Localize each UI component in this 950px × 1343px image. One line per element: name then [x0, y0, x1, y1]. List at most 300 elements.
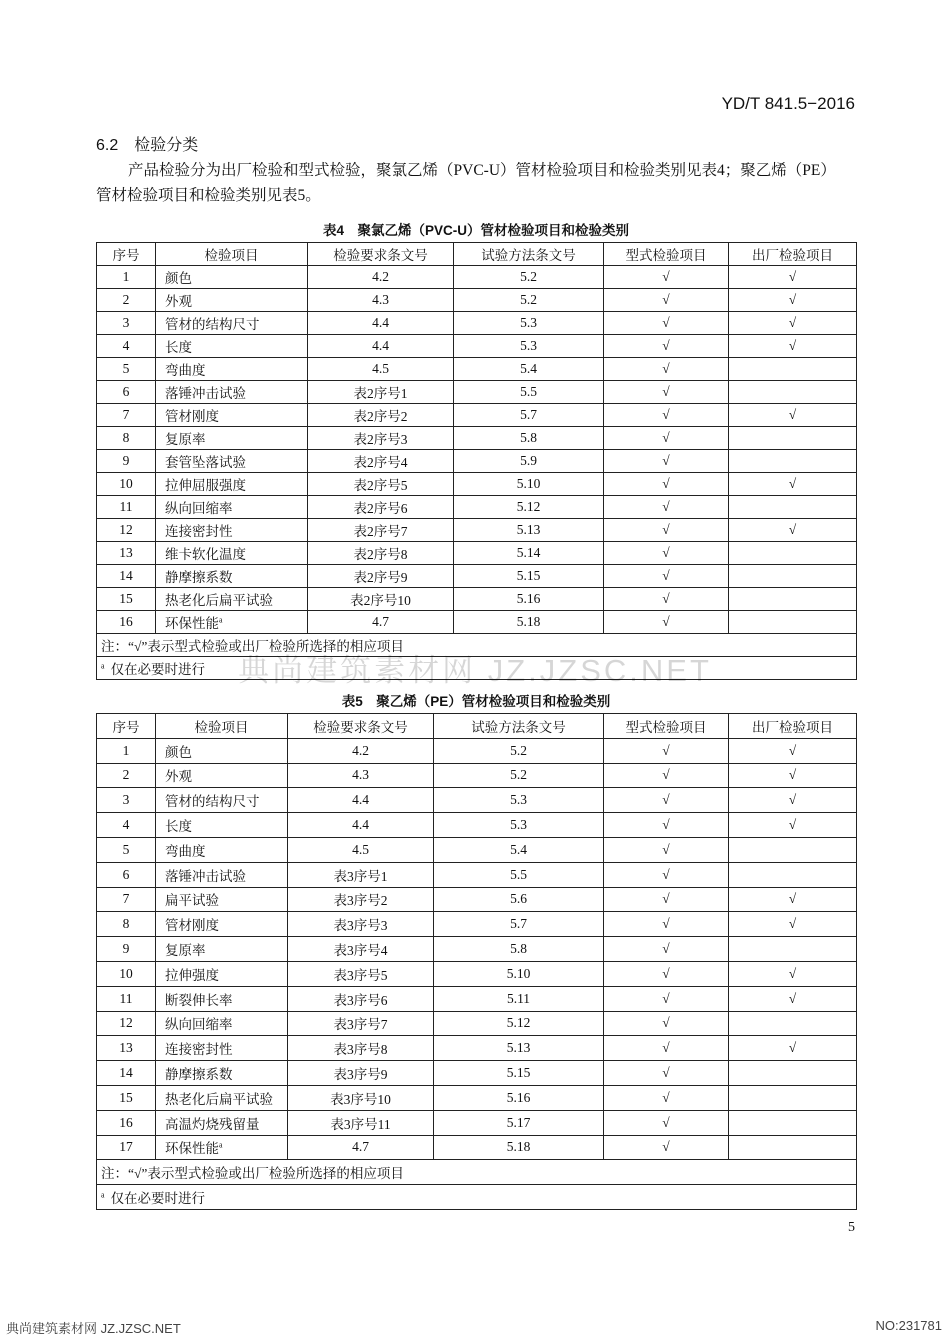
table-cell [308, 565, 454, 588]
cell-text: 管材刚度 [165, 409, 219, 424]
table-row [97, 312, 857, 335]
table-row [97, 473, 857, 496]
cell-text: 5.13 [506, 1040, 531, 1056]
table-cell [97, 519, 156, 542]
cell-text: 5.4 [510, 841, 527, 857]
column-header: 序号 [97, 714, 156, 739]
table-cell [97, 1085, 156, 1110]
cell-text: 表3序号4 [333, 943, 388, 959]
table-cell [97, 450, 156, 473]
table-cell [156, 862, 288, 887]
table-cell [729, 837, 857, 862]
table-row [97, 381, 857, 404]
table-cell [604, 473, 729, 496]
table-cell [156, 813, 288, 838]
footnote-marker: a [101, 1190, 105, 1200]
table-cell [454, 358, 604, 381]
table-cell [604, 1011, 729, 1036]
table-cell [156, 450, 308, 473]
table-cell [156, 427, 308, 450]
section-heading [96, 132, 198, 155]
table-cell [97, 611, 156, 634]
table-cell [729, 473, 857, 496]
cell-text: 5.12 [506, 1015, 531, 1031]
cell-text: 11 [119, 499, 133, 514]
cell-text: √ [788, 742, 797, 758]
cell-text: 纵向回缩率 [165, 1017, 233, 1033]
table-cell [604, 496, 729, 519]
cell-text: 管材的结构尺寸 [165, 317, 260, 332]
cell-text: √ [662, 891, 670, 907]
cell-text: 颜色 [165, 271, 192, 286]
cell-text: 复原率 [165, 432, 206, 447]
table-cell [97, 961, 156, 986]
section-paragraph [96, 158, 856, 208]
cell-text: 5 [122, 841, 130, 857]
table-cell [729, 813, 857, 838]
cell-text: 14 [119, 568, 133, 583]
cell-text: 4.2 [372, 269, 389, 284]
cell-text: 5.2 [510, 767, 527, 783]
table-cell [156, 473, 308, 496]
table-cell [308, 588, 454, 611]
cell-text: √ [662, 866, 670, 882]
cell-text: 5 [122, 361, 130, 376]
cell-text: 5.7 [520, 407, 537, 422]
cell-text: 5.5 [510, 866, 527, 882]
cell-text: 表3序号7 [333, 1017, 388, 1033]
table-cell [729, 788, 857, 813]
table-row [97, 788, 857, 813]
table-cell [288, 788, 434, 813]
table-cell [308, 335, 454, 358]
section-number: 6.2 [96, 137, 119, 154]
column-header: 型式检验项目 [604, 714, 729, 739]
cell-text: √ [662, 315, 670, 330]
cell-text: 5.16 [516, 591, 541, 606]
table-cell [288, 1061, 434, 1086]
cell-text: 4 [122, 338, 130, 353]
table-cell [97, 837, 156, 862]
table-cell [454, 427, 604, 450]
table-cell [156, 837, 288, 862]
cell-text: √ [662, 407, 670, 422]
cell-text: √ [662, 990, 670, 1006]
cell-text: 5.3 [510, 792, 527, 808]
cell-text: √ [788, 792, 797, 808]
cell-text: 5.16 [506, 1089, 531, 1105]
cell-text: 拉伸屈服强度 [165, 478, 246, 493]
table-cell [604, 961, 729, 986]
cell-text: 4.7 [352, 1139, 369, 1155]
table-cell [729, 1110, 857, 1135]
cell-text: 6 [122, 866, 130, 882]
cell-text: √ [788, 269, 797, 284]
table-cell [156, 937, 288, 962]
table-cell [308, 473, 454, 496]
cell-text: 13 [119, 545, 133, 560]
cell-text: √ [788, 522, 797, 537]
cell-text: 表2序号9 [353, 570, 408, 585]
table-cell [97, 862, 156, 887]
cell-text: 表3序号2 [333, 893, 388, 909]
table-row [97, 427, 857, 450]
cell-text: 表2序号1 [353, 386, 408, 401]
cell-text: 15 [119, 1089, 133, 1105]
paragraph-line-2: 管材检验项目和检验类别见表5。 [96, 187, 321, 204]
table-row [97, 837, 857, 862]
cell-text: 长度 [165, 340, 192, 355]
cell-text: 表3序号11 [330, 1116, 391, 1132]
table-cell [97, 1011, 156, 1036]
cell-text: 1 [122, 742, 130, 758]
cell-text: 4.3 [372, 292, 389, 307]
table-row [97, 1061, 857, 1086]
table-cell [156, 358, 308, 381]
cell-text: √ [662, 568, 670, 583]
header-row [97, 714, 857, 739]
table-cell [156, 519, 308, 542]
table-cell [97, 738, 156, 763]
column-header: 出厂检验项目 [729, 714, 857, 739]
cell-text: 外观 [165, 294, 192, 309]
table-row [97, 763, 857, 788]
cell-text: 长度 [165, 819, 192, 835]
cell-text: 连接密封性 [165, 524, 233, 539]
table-cell [604, 788, 729, 813]
table-cell [156, 1085, 288, 1110]
footer-site-name: 典尚建筑素材网 JZ.JZSC.NET [6, 1321, 181, 1336]
table-cell [604, 427, 729, 450]
table-footnote [97, 657, 857, 680]
cell-text: 表2序号3 [353, 432, 408, 447]
cell-text: √ [662, 941, 670, 957]
table-cell [454, 335, 604, 358]
table-row [97, 519, 857, 542]
table-cell [604, 813, 729, 838]
cell-text: 高温灼烧残留量 [165, 1116, 260, 1132]
table-cell [97, 788, 156, 813]
cell-text: √ [788, 817, 797, 833]
table-cell [434, 887, 604, 912]
cell-text: √ [662, 476, 670, 491]
cell-text: √ [662, 1065, 670, 1081]
table-cell [604, 289, 729, 312]
footnote-marker: a [101, 661, 105, 671]
table-cell [604, 1061, 729, 1086]
table-cell [729, 1036, 857, 1061]
table-row [97, 266, 857, 289]
table-cell [604, 1085, 729, 1110]
cell-text: √ [788, 891, 797, 907]
cell-text: 13 [119, 1040, 133, 1056]
cell-text: 5.15 [506, 1065, 531, 1081]
table-cell [97, 358, 156, 381]
table4-caption: 表4 聚氯乙烯（PVC-U）管材检验项目和检验类别 [322, 223, 629, 238]
table-cell [288, 986, 434, 1011]
cell-text: √ [788, 338, 797, 353]
table-cell [97, 565, 156, 588]
table-cell [308, 542, 454, 565]
table-cell [434, 788, 604, 813]
cell-text: 4.4 [352, 792, 369, 808]
note-row [97, 1185, 857, 1210]
table-cell [434, 912, 604, 937]
table-cell [434, 1036, 604, 1061]
table-cell [156, 404, 308, 427]
table-cell [434, 1085, 604, 1110]
note-row [97, 634, 857, 657]
table-cell [308, 427, 454, 450]
cell-text: √ [788, 315, 797, 330]
table-cell [454, 588, 604, 611]
table-cell [434, 986, 604, 1011]
table-row [97, 1036, 857, 1061]
table-cell [604, 542, 729, 565]
table-cell [604, 937, 729, 962]
table-cell [454, 565, 604, 588]
cell-text: 5.2 [520, 269, 537, 284]
table-cell [434, 1011, 604, 1036]
cell-text: √ [662, 499, 670, 514]
cell-text: 表3序号1 [333, 868, 388, 884]
table-cell [729, 912, 857, 937]
cell-text: 5.7 [510, 916, 527, 932]
cell-text: 7 [122, 891, 130, 907]
table-cell [729, 289, 857, 312]
cell-text: 5.5 [520, 384, 537, 399]
cell-text: 4.3 [352, 767, 369, 783]
table-row [97, 1011, 857, 1036]
table-cell [97, 335, 156, 358]
cell-text: 4.2 [352, 742, 369, 758]
table-cell [97, 312, 156, 335]
footnote-text: 仅在必要时进行 [110, 662, 206, 677]
cell-text: 环保性能 [165, 1141, 219, 1157]
cell-text: 5.10 [516, 476, 541, 491]
table-cell [288, 961, 434, 986]
table-cell [156, 381, 308, 404]
table-cell [288, 1135, 434, 1160]
table-cell [729, 763, 857, 788]
table-row [97, 335, 857, 358]
table-row [97, 986, 857, 1011]
table-cell [156, 1110, 288, 1135]
cell-text: √ [662, 1089, 670, 1105]
cell-text: √ [662, 338, 670, 353]
cell-text: 热老化后扁平试验 [165, 1091, 273, 1107]
cell-text: 5.3 [520, 315, 537, 330]
table-cell [454, 404, 604, 427]
cell-text: 5.18 [506, 1139, 531, 1155]
cell-text: √ [788, 965, 797, 981]
cell-text: 5.10 [506, 965, 531, 981]
cell-text: √ [662, 269, 670, 284]
table-cell [156, 542, 308, 565]
table-cell [156, 986, 288, 1011]
table-cell [604, 837, 729, 862]
cell-text: 套管坠落试验 [165, 455, 246, 470]
cell-text: 表2序号6 [353, 501, 408, 516]
table-cell [604, 887, 729, 912]
cell-text: 5.15 [516, 568, 541, 583]
table-cell [434, 738, 604, 763]
cell-text: 1 [122, 269, 130, 284]
table-cell [156, 611, 308, 634]
table-cell [156, 496, 308, 519]
cell-text: 连接密封性 [165, 1042, 233, 1058]
table-cell [604, 763, 729, 788]
cell-text: 外观 [165, 769, 192, 785]
cell-text: 7 [122, 407, 130, 422]
table-cell [97, 912, 156, 937]
cell-text: 5.8 [510, 941, 527, 957]
cell-text: 12 [119, 1015, 133, 1031]
cell-text: 表2序号4 [353, 455, 408, 470]
table-cell [308, 404, 454, 427]
cell-text: √ [788, 767, 797, 783]
table-cell [156, 738, 288, 763]
cell-text: 管材刚度 [165, 918, 219, 934]
watermark: 典尚建筑素材网 JZ.JZSC.NET [238, 653, 712, 688]
table-cell [604, 519, 729, 542]
section-title: 检验分类 [134, 137, 199, 154]
cell-text: 16 [119, 1114, 133, 1130]
cell-text: √ [662, 916, 670, 932]
table-cell [156, 289, 308, 312]
table-cell [97, 542, 156, 565]
table-cell [729, 358, 857, 381]
table-cell [604, 1135, 729, 1160]
cell-text: 9 [122, 941, 130, 957]
table-cell [604, 738, 729, 763]
table-cell [729, 450, 857, 473]
table-row [97, 862, 857, 887]
table-cell [97, 427, 156, 450]
table-cell [288, 1085, 434, 1110]
cell-text: √ [662, 1015, 670, 1031]
table-cell [729, 738, 857, 763]
table-cell [288, 1110, 434, 1135]
table-cell [604, 404, 729, 427]
table-cell [156, 912, 288, 937]
table-cell [288, 887, 434, 912]
table-row [97, 358, 857, 381]
table-cell [454, 289, 604, 312]
table-cell [604, 1110, 729, 1135]
cell-text: 环保性能 [165, 616, 219, 631]
table-cell [288, 1036, 434, 1061]
table-cell [156, 335, 308, 358]
table-cell [434, 813, 604, 838]
cell-text: 4.5 [352, 841, 369, 857]
table-cell [604, 450, 729, 473]
cell-text: 11 [119, 990, 133, 1006]
table-cell [454, 312, 604, 335]
cell-text: 4.4 [372, 315, 389, 330]
table-cell [97, 588, 156, 611]
table-cell [604, 611, 729, 634]
table-cell [156, 1135, 288, 1160]
cell-text: 表3序号6 [333, 992, 388, 1008]
table-cell [729, 1011, 857, 1036]
table-cell [97, 1110, 156, 1135]
cell-text: 表3序号10 [330, 1091, 391, 1107]
table-cell [156, 763, 288, 788]
table-cell [97, 266, 156, 289]
table-cell [604, 986, 729, 1011]
cell-text: 9 [122, 453, 130, 468]
table-row [97, 542, 857, 565]
document-code: YD/T 841.5−2016 [721, 94, 855, 113]
column-header: 型式检验项目 [604, 243, 729, 266]
cell-text: 5.13 [516, 522, 541, 537]
table-cell [308, 496, 454, 519]
table-row [97, 912, 857, 937]
table-cell [434, 862, 604, 887]
table-cell [97, 1135, 156, 1160]
cell-text: √ [662, 614, 670, 629]
cell-text: 5.17 [506, 1114, 531, 1130]
column-header: 检验项目 [156, 243, 308, 266]
table-row [97, 588, 857, 611]
table-row [97, 1135, 857, 1160]
cell-text: 表2序号8 [353, 547, 408, 562]
table-cell [434, 837, 604, 862]
table-cell [729, 1085, 857, 1110]
table-row [97, 565, 857, 588]
page-number: 5 [848, 1220, 855, 1235]
table-cell [97, 1036, 156, 1061]
cell-text: 断裂伸长率 [165, 992, 233, 1008]
table-cell [729, 611, 857, 634]
table-cell [288, 937, 434, 962]
table-cell [604, 565, 729, 588]
cell-text: 颜色 [165, 744, 192, 760]
cell-text: 扁平试验 [165, 893, 219, 909]
cell-text: √ [662, 361, 670, 376]
cell-text: 8 [122, 430, 130, 445]
table-cell [729, 427, 857, 450]
table-cell [97, 887, 156, 912]
cell-text: √ [662, 1040, 670, 1056]
cell-text: √ [662, 384, 670, 399]
table-footnote [97, 1185, 857, 1210]
table-cell [97, 763, 156, 788]
table-cell [288, 813, 434, 838]
cell-text: √ [662, 841, 670, 857]
cell-text: 6 [122, 384, 130, 399]
table-cell [97, 986, 156, 1011]
table-cell [156, 1061, 288, 1086]
table-cell [434, 1110, 604, 1135]
table-row [97, 887, 857, 912]
table-cell [604, 381, 729, 404]
cell-text: √ [788, 407, 797, 422]
table5 [96, 713, 857, 1210]
table-cell [729, 986, 857, 1011]
table-cell [729, 887, 857, 912]
cell-text: 15 [119, 591, 133, 606]
table-cell [308, 358, 454, 381]
cell-text: 5.2 [510, 742, 527, 758]
column-header: 检验要求条文号 [308, 243, 454, 266]
cell-text: 3 [122, 792, 130, 808]
column-header: 试验方法条文号 [454, 243, 604, 266]
cell-text: √ [662, 817, 670, 833]
table-cell [729, 496, 857, 519]
cell-text: 3 [122, 315, 130, 330]
